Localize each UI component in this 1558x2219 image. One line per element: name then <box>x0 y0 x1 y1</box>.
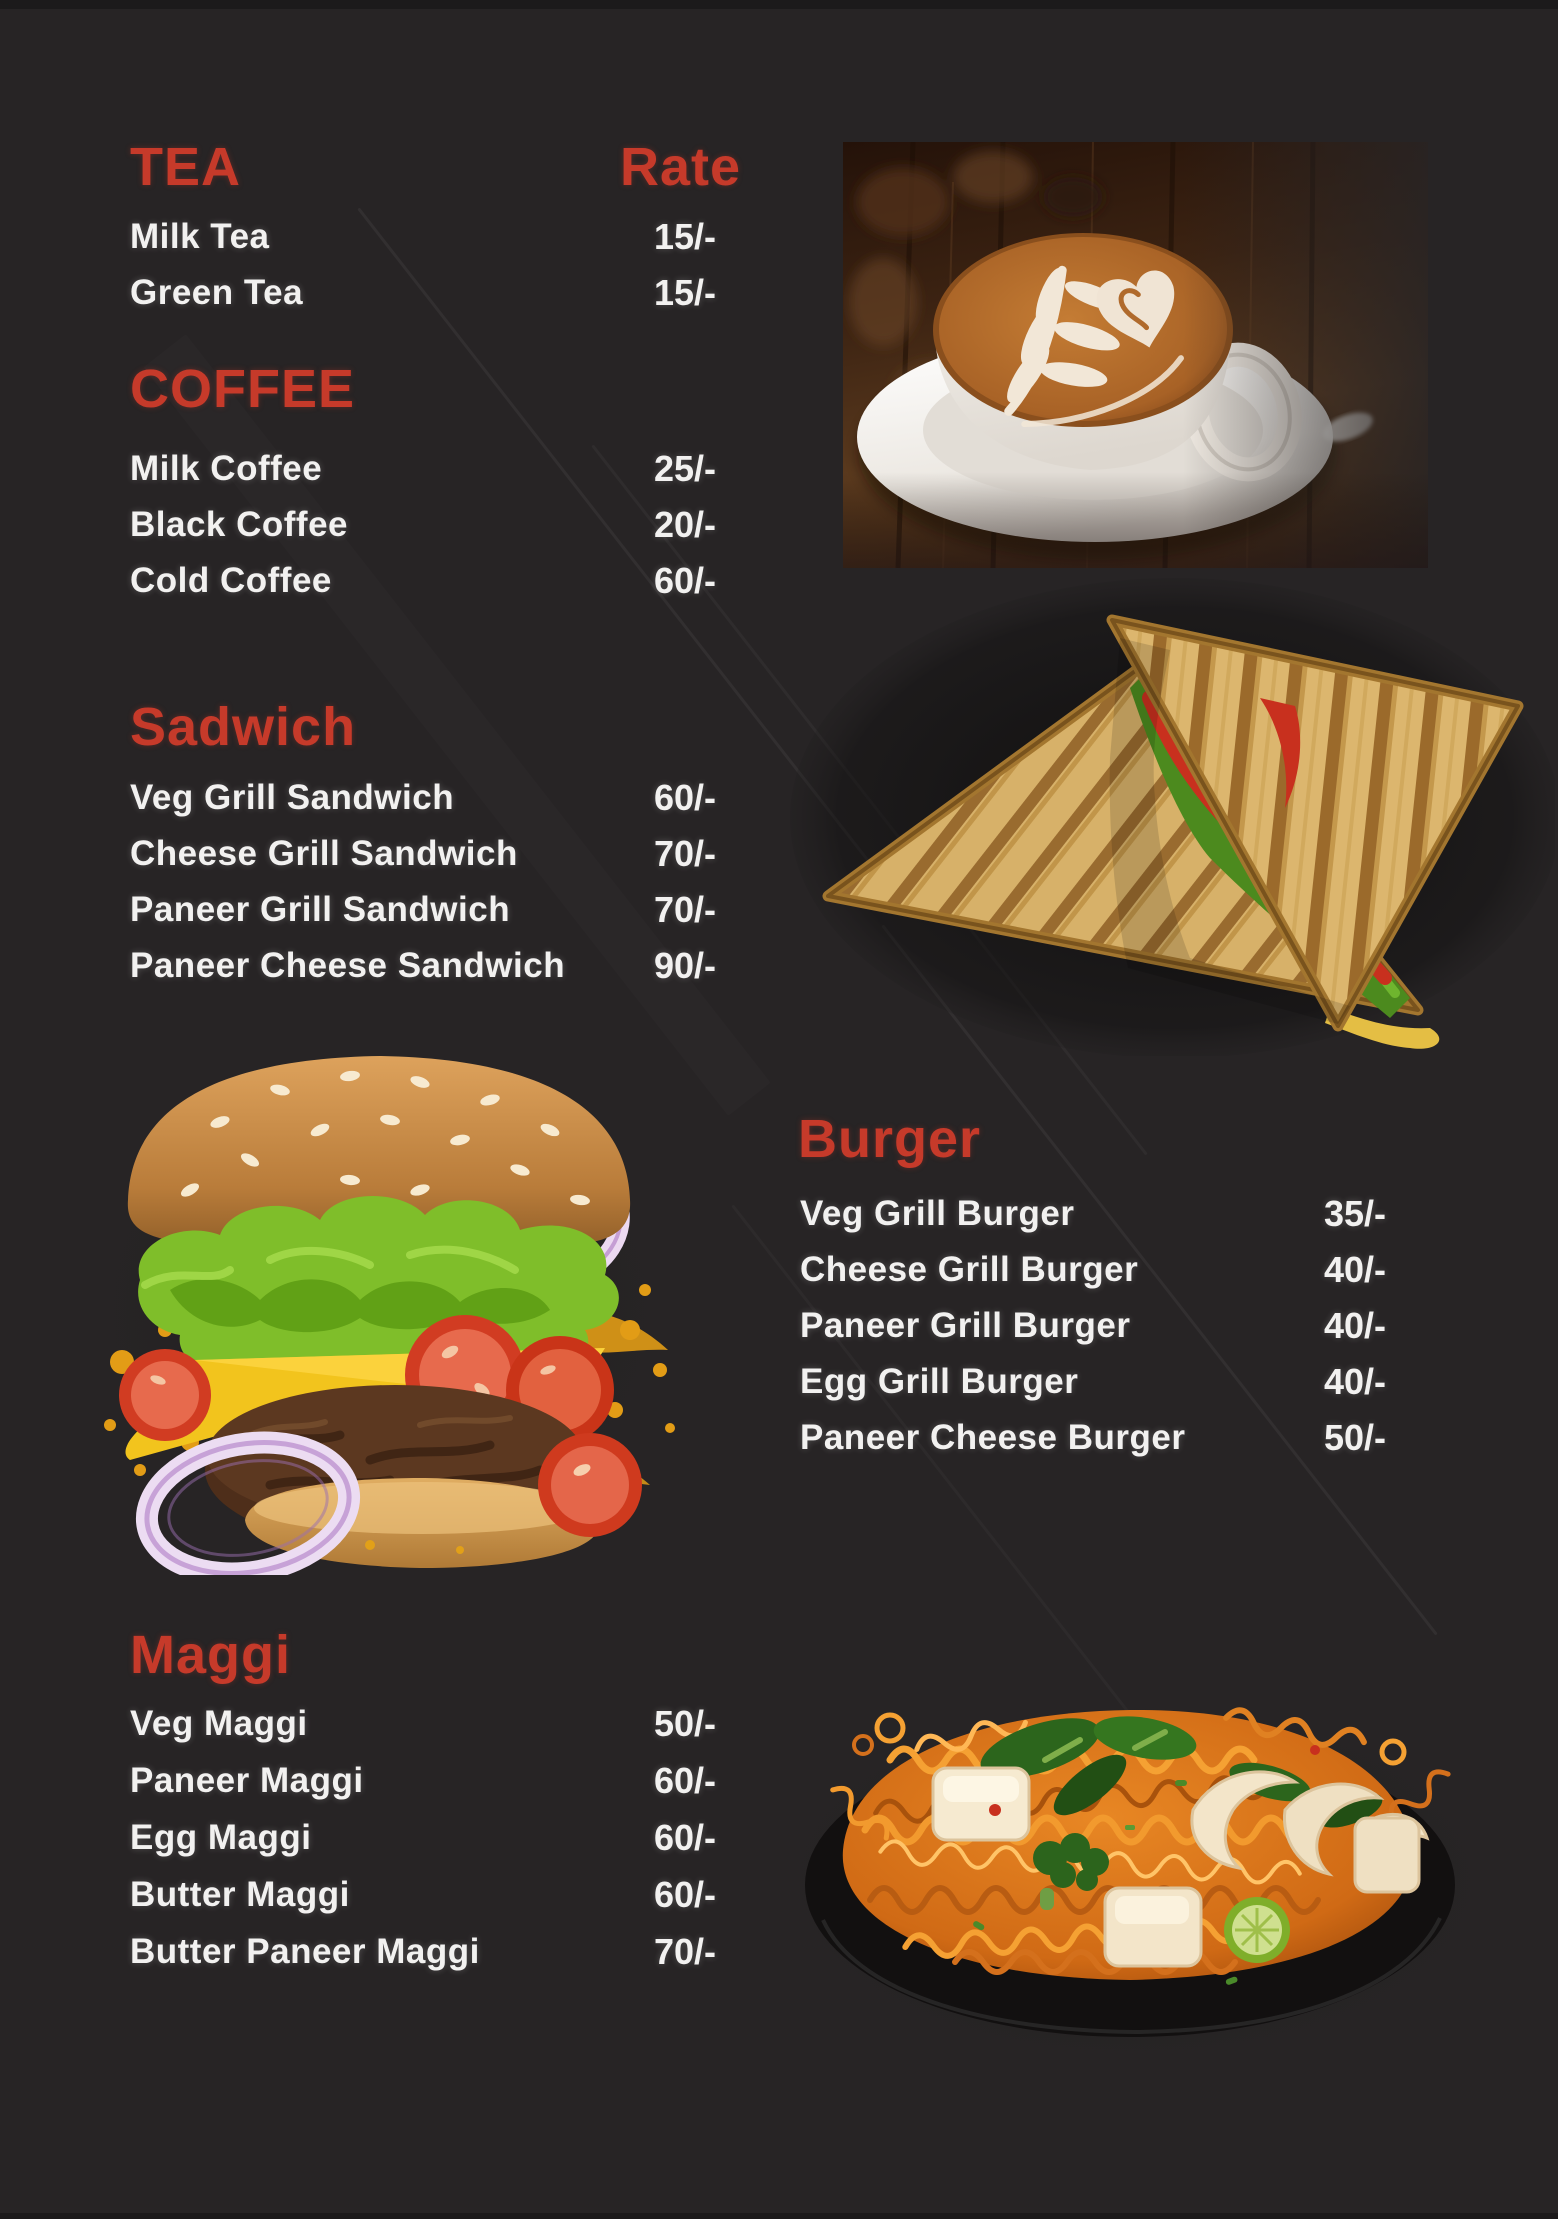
item-price: 60/- <box>653 1873 717 1915</box>
menu-item-row <box>130 1866 735 1923</box>
menu-item-row <box>800 1354 1405 1410</box>
item-price: 40/- <box>1323 1249 1387 1290</box>
section-title-tea: TEA <box>130 137 241 197</box>
menu-item-row <box>130 1695 735 1752</box>
menu-item-row <box>130 938 735 994</box>
item-name: Paneer Cheese Sandwich <box>130 946 566 985</box>
maggi-items <box>130 1695 735 1980</box>
sandwich-items <box>130 770 735 994</box>
menu-item-row <box>130 209 735 265</box>
tomato-slice-front <box>538 1433 642 1537</box>
item-price: 50/- <box>653 1702 717 1744</box>
sandwich-photo <box>790 578 1555 1056</box>
lime-slice <box>1224 1897 1290 1963</box>
item-name: Veg Grill Sandwich <box>130 778 455 817</box>
item-price: 25/- <box>653 448 717 489</box>
photo-bottom-fade <box>843 472 1428 568</box>
menu-item-row <box>130 553 735 609</box>
item-price: 35/- <box>1323 1193 1387 1234</box>
section-title-coffee: COFFEE <box>130 359 356 419</box>
coffee-photo <box>843 142 1428 568</box>
menu-item-row <box>130 1923 735 1980</box>
section-title-sandwich: Sadwich <box>130 697 357 757</box>
tea-items <box>130 209 735 321</box>
menu-item-row <box>130 1752 735 1809</box>
menu-item-row <box>800 1186 1405 1242</box>
menu-item-row <box>800 1410 1405 1466</box>
item-price: 50/- <box>1323 1417 1387 1458</box>
menu-item-row <box>130 497 735 553</box>
item-name: Egg Grill Burger <box>800 1362 1079 1401</box>
item-price: 20/- <box>653 504 717 545</box>
item-name: Milk Coffee <box>130 449 323 488</box>
item-name: Green Tea <box>130 273 304 312</box>
section-title-maggi: Maggi <box>130 1625 291 1685</box>
item-price: 15/- <box>653 272 717 313</box>
item-name: Veg Grill Burger <box>800 1194 1075 1233</box>
item-name: Egg Maggi <box>130 1817 312 1857</box>
maggi-photo <box>795 1690 1480 2055</box>
item-price: 40/- <box>1323 1361 1387 1402</box>
menu-item-row <box>130 882 735 938</box>
item-name: Veg Maggi <box>130 1703 308 1743</box>
menu-item-row <box>130 770 735 826</box>
item-price: 70/- <box>653 889 717 930</box>
item-name: Cheese Grill Sandwich <box>130 834 518 873</box>
menu-item-row <box>800 1298 1405 1354</box>
item-name: Paneer Grill Burger <box>800 1306 1131 1345</box>
burger-photo <box>70 1030 690 1575</box>
menu-item-row <box>130 1809 735 1866</box>
item-price: 15/- <box>653 216 717 257</box>
item-price: 70/- <box>653 1930 717 1972</box>
top-edge-strip <box>0 0 1558 9</box>
item-price: 60/- <box>653 1816 717 1858</box>
item-name: Butter Paneer Maggi <box>130 1931 480 1971</box>
rate-header: Rate <box>620 137 742 197</box>
item-price: 60/- <box>653 1759 717 1801</box>
item-price: 60/- <box>653 560 717 601</box>
menu-item-row <box>130 441 735 497</box>
coffee-items <box>130 441 735 609</box>
bottom-edge-strip <box>0 2213 1558 2219</box>
item-name: Milk Tea <box>130 217 270 256</box>
item-name: Paneer Grill Sandwich <box>130 890 511 929</box>
burger-items <box>800 1186 1405 1466</box>
item-name: Paneer Cheese Burger <box>800 1418 1186 1457</box>
item-price: 60/- <box>653 777 717 818</box>
item-name: Butter Maggi <box>130 1874 350 1914</box>
menu-item-row <box>130 826 735 882</box>
item-name: Paneer Maggi <box>130 1760 364 1800</box>
item-price: 90/- <box>653 945 717 986</box>
item-price: 70/- <box>653 833 717 874</box>
item-price: 40/- <box>1323 1305 1387 1346</box>
section-title-burger: Burger <box>798 1109 982 1169</box>
menu-item-row <box>800 1242 1405 1298</box>
menu-item-row <box>130 265 735 321</box>
item-name: Cheese Grill Burger <box>800 1250 1139 1289</box>
item-name: Cold Coffee <box>130 561 332 600</box>
item-name: Black Coffee <box>130 505 349 544</box>
